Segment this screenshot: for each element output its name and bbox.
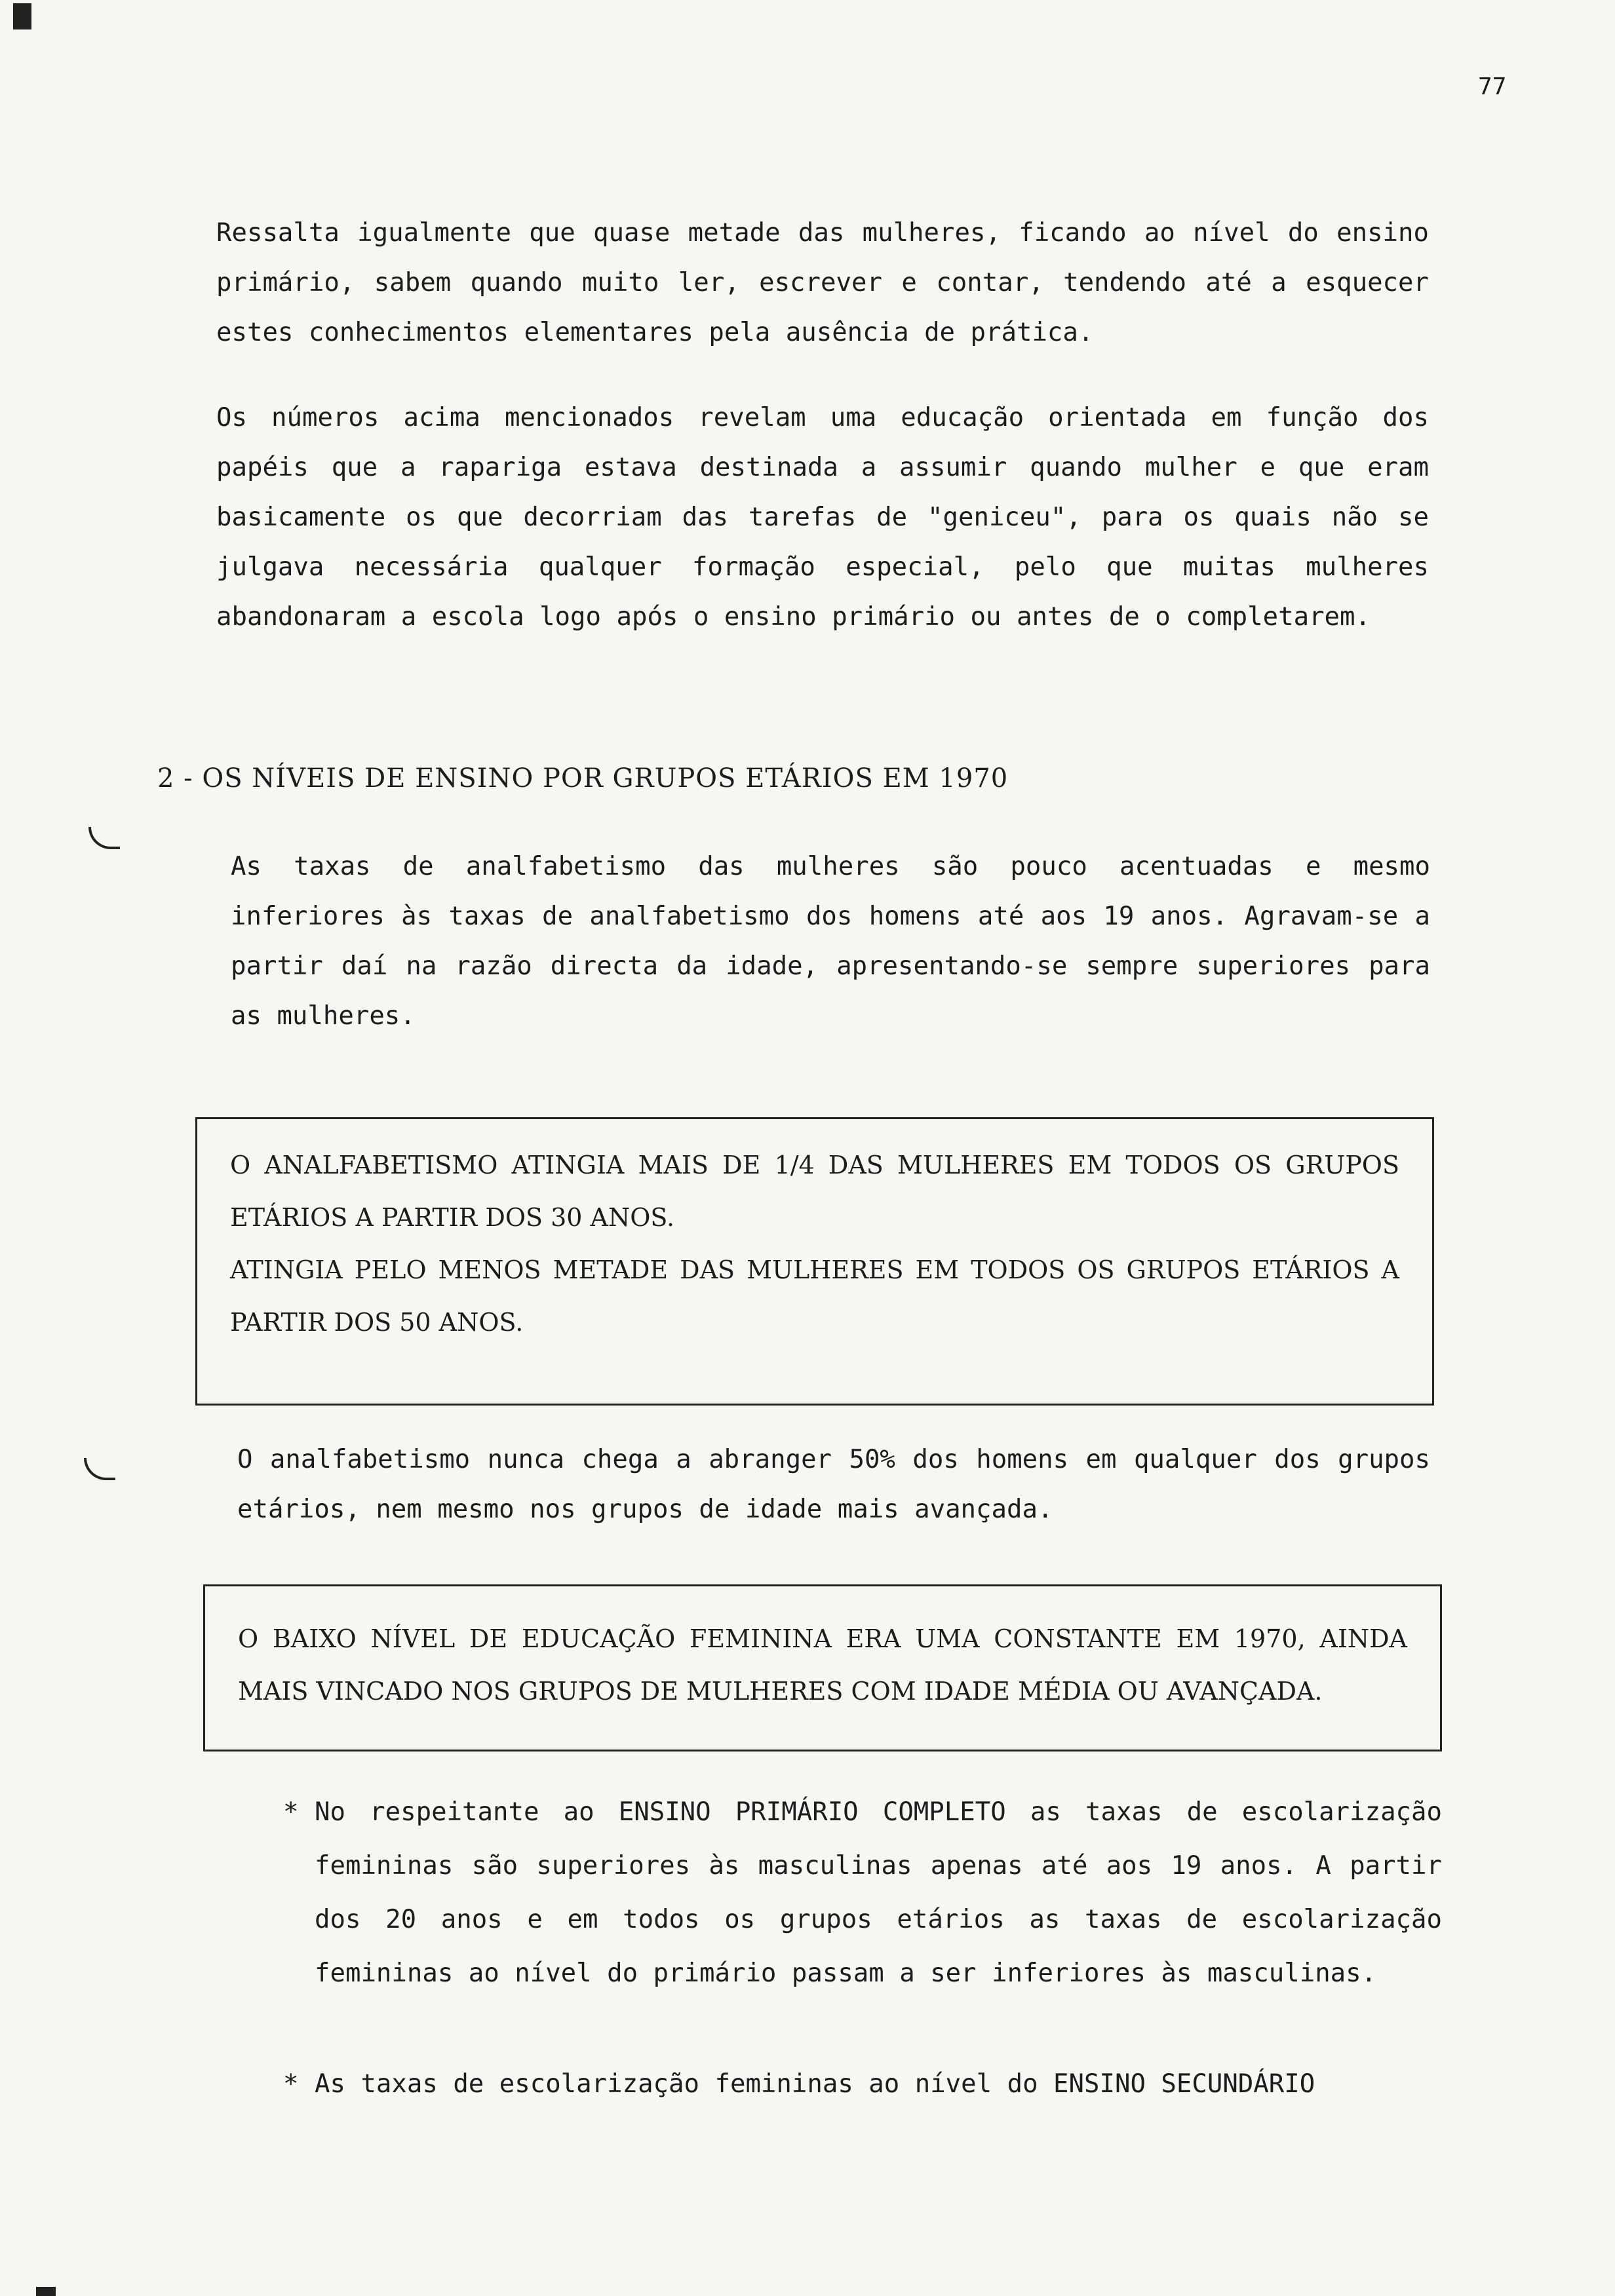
bullet-asterisk: * [283,2069,299,2099]
highlight-box-education-level [203,1584,1442,1751]
bullet-text-primary: No respeitante ao ENSINO PRIMÁRIO COMPLETO as taxas de escolarização femininas são superiores às masculinas apenas até aos 19 anos. A partir dos 20 anos e em todos os grupos etários as taxas de escolarização femininas ao nível do primário passam a ser inferiores às masculinas. [315,1797,1442,1988]
paragraph-1: Ressalta igualmente que quase metade das mulheres, ficando ao nível do ensino primário, sabem quando muito ler, escrever e contar, tendendo até a esquecer estes conhecimentos elementares pela ausência de prática. [216,218,1429,347]
paragraph-3: As taxas de analfabetismo das mulheres são pouco acentuadas e mesmo inferiores às taxas de analfabetismo dos homens até aos 19 anos. Agravam-se a partir daí na razão directa da idade, apresentando-se sempre superiores para as mulheres. [231,852,1430,1031]
bullet-asterisk: * [283,1797,299,1827]
paragraph-2: Os números acima mencionados revelam uma educação orientada em função dos papéis que a rapariga estava destinada a assumir quando mulher e que eram basicamente os que decorriam das tarefas de "geniceu", para os quais não se julgava necessária qualquer formação especial, pelo que muitas mulheres abandonaram a escola logo após o ensino primário ou antes de o completarem. [216,403,1429,632]
scan-artifact-bottom-left [36,2287,56,2296]
page-number: 77 [1478,73,1507,100]
box1-line-2: ATINGIA PELO MENOS METADE DAS MULHERES EM TODOS OS GRUPOS ETÁRIOS A PARTIR DOS 50 ANOS. [230,1255,1399,1337]
bullet-text-secondary: As taxas de escolarização femininas ao nível do ENSINO SECUNDÁRIO [315,2069,1315,2099]
paragraph-4: O analfabetismo nunca chega a abranger 50% dos homens em qualquer dos grupos etários, nem mesmo nos grupos de idade mais avançada. [237,1445,1430,1524]
bullet-item-primary [283,1786,1442,2000]
box2-text: O BAIXO NÍVEL DE EDUCAÇÃO FEMININA ERA UMA CONSTANTE EM 1970, AINDA MAIS VINCADO NOS GRUPOS DE MULHERES COM IDADE MÉDIA OU AVANÇADA. [238,1624,1407,1706]
highlight-box-illiteracy [195,1117,1434,1406]
section-heading: 2 - OS NÍVEIS DE ENSINO POR GRUPOS ETÁRIOS EM 1970 [157,763,1009,794]
box1-line-1: O ANALFABETISMO ATINGIA MAIS DE 1/4 DAS MULHERES EM TODOS OS GRUPOS ETÁRIOS A PARTIR DOS 30 ANOS. [230,1151,1399,1232]
bullet-item-secondary [283,2057,1442,2111]
margin-pencil-mark-2 [84,1458,115,1480]
scan-artifact-top-left [13,3,31,29]
margin-pencil-mark-1 [88,827,120,849]
